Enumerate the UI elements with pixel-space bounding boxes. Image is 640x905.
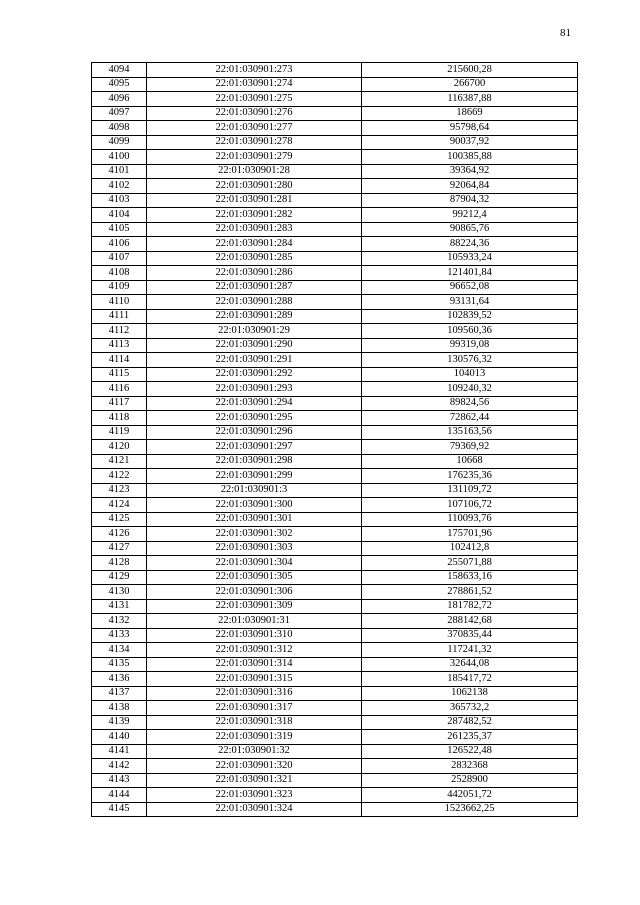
value-cell: 90865,76 bbox=[362, 222, 578, 237]
row-number-cell: 4099 bbox=[92, 135, 147, 150]
row-number-cell: 4105 bbox=[92, 222, 147, 237]
cadastral-number-cell: 22:01:030901:284 bbox=[147, 237, 362, 252]
row-number-cell: 4123 bbox=[92, 483, 147, 498]
table-row bbox=[92, 643, 578, 658]
value-cell: 255071,88 bbox=[362, 556, 578, 571]
table-row bbox=[92, 672, 578, 687]
value-cell: 96652,08 bbox=[362, 280, 578, 295]
row-number-cell: 4109 bbox=[92, 280, 147, 295]
cadastral-number-cell: 22:01:030901:291 bbox=[147, 353, 362, 368]
row-number-cell: 4118 bbox=[92, 411, 147, 426]
cadastral-number-cell: 22:01:030901:316 bbox=[147, 686, 362, 701]
value-cell: 95798,64 bbox=[362, 121, 578, 136]
table-row bbox=[92, 425, 578, 440]
table-row bbox=[92, 614, 578, 629]
row-number-cell: 4111 bbox=[92, 309, 147, 324]
cadastral-number-cell: 22:01:030901:319 bbox=[147, 730, 362, 745]
value-cell: 117241,32 bbox=[362, 643, 578, 658]
table-row bbox=[92, 121, 578, 136]
table-row bbox=[92, 802, 578, 817]
table-body bbox=[92, 63, 578, 817]
row-number-cell: 4140 bbox=[92, 730, 147, 745]
value-cell: 278861,52 bbox=[362, 585, 578, 600]
table-row bbox=[92, 367, 578, 382]
cadastral-number-cell: 22:01:030901:289 bbox=[147, 309, 362, 324]
row-number-cell: 4103 bbox=[92, 193, 147, 208]
cadastral-number-cell: 22:01:030901:317 bbox=[147, 701, 362, 716]
value-cell: 126522,48 bbox=[362, 744, 578, 759]
cadastral-number-cell: 22:01:030901:302 bbox=[147, 527, 362, 542]
value-cell: 2832368 bbox=[362, 759, 578, 774]
table-row bbox=[92, 251, 578, 266]
table-row bbox=[92, 222, 578, 237]
value-cell: 131109,72 bbox=[362, 483, 578, 498]
cadastral-number-cell: 22:01:030901:305 bbox=[147, 570, 362, 585]
value-cell: 32644,08 bbox=[362, 657, 578, 672]
row-number-cell: 4145 bbox=[92, 802, 147, 817]
value-cell: 87904,32 bbox=[362, 193, 578, 208]
table-row bbox=[92, 440, 578, 455]
row-number-cell: 4121 bbox=[92, 454, 147, 469]
table-row bbox=[92, 150, 578, 165]
table-row bbox=[92, 556, 578, 571]
value-cell: 99319,08 bbox=[362, 338, 578, 353]
cadastral-number-cell: 22:01:030901:306 bbox=[147, 585, 362, 600]
value-cell: 18669 bbox=[362, 106, 578, 121]
row-number-cell: 4122 bbox=[92, 469, 147, 484]
cadastral-number-cell: 22:01:030901:275 bbox=[147, 92, 362, 107]
registry-table bbox=[91, 62, 578, 817]
row-number-cell: 4119 bbox=[92, 425, 147, 440]
cadastral-number-cell: 22:01:030901:286 bbox=[147, 266, 362, 281]
table-row bbox=[92, 599, 578, 614]
value-cell: 100385,88 bbox=[362, 150, 578, 165]
cadastral-number-cell: 22:01:030901:309 bbox=[147, 599, 362, 614]
cadastral-number-cell: 22:01:030901:300 bbox=[147, 498, 362, 513]
table-row bbox=[92, 193, 578, 208]
cadastral-number-cell: 22:01:030901:303 bbox=[147, 541, 362, 556]
cadastral-number-cell: 22:01:030901:3 bbox=[147, 483, 362, 498]
table-row bbox=[92, 77, 578, 92]
cadastral-number-cell: 22:01:030901:324 bbox=[147, 802, 362, 817]
value-cell: 107106,72 bbox=[362, 498, 578, 513]
table-row bbox=[92, 454, 578, 469]
row-number-cell: 4106 bbox=[92, 237, 147, 252]
table-row bbox=[92, 730, 578, 745]
value-cell: 176235,36 bbox=[362, 469, 578, 484]
cadastral-number-cell: 22:01:030901:288 bbox=[147, 295, 362, 310]
table-row bbox=[92, 266, 578, 281]
table-row bbox=[92, 382, 578, 397]
table-row bbox=[92, 570, 578, 585]
row-number-cell: 4138 bbox=[92, 701, 147, 716]
table-row bbox=[92, 353, 578, 368]
table-row bbox=[92, 686, 578, 701]
row-number-cell: 4143 bbox=[92, 773, 147, 788]
value-cell: 102839,52 bbox=[362, 309, 578, 324]
table-row bbox=[92, 411, 578, 426]
row-number-cell: 4128 bbox=[92, 556, 147, 571]
value-cell: 93131,64 bbox=[362, 295, 578, 310]
value-cell: 2528900 bbox=[362, 773, 578, 788]
value-cell: 10668 bbox=[362, 454, 578, 469]
cadastral-number-cell: 22:01:030901:315 bbox=[147, 672, 362, 687]
row-number-cell: 4127 bbox=[92, 541, 147, 556]
row-number-cell: 4124 bbox=[92, 498, 147, 513]
row-number-cell: 4112 bbox=[92, 324, 147, 339]
value-cell: 109240,32 bbox=[362, 382, 578, 397]
cadastral-number-cell: 22:01:030901:290 bbox=[147, 338, 362, 353]
page-number: 81 bbox=[560, 27, 571, 39]
cadastral-number-cell: 22:01:030901:293 bbox=[147, 382, 362, 397]
row-number-cell: 4108 bbox=[92, 266, 147, 281]
table-row bbox=[92, 585, 578, 600]
table-row bbox=[92, 773, 578, 788]
row-number-cell: 4126 bbox=[92, 527, 147, 542]
table-row bbox=[92, 701, 578, 716]
table-row bbox=[92, 295, 578, 310]
value-cell: 261235,37 bbox=[362, 730, 578, 745]
cadastral-number-cell: 22:01:030901:276 bbox=[147, 106, 362, 121]
table-row bbox=[92, 135, 578, 150]
cadastral-number-cell: 22:01:030901:320 bbox=[147, 759, 362, 774]
value-cell: 135163,56 bbox=[362, 425, 578, 440]
cadastral-number-cell: 22:01:030901:273 bbox=[147, 63, 362, 78]
value-cell: 109560,36 bbox=[362, 324, 578, 339]
value-cell: 158633,16 bbox=[362, 570, 578, 585]
row-number-cell: 4102 bbox=[92, 179, 147, 194]
row-number-cell: 4125 bbox=[92, 512, 147, 527]
cadastral-number-cell: 22:01:030901:292 bbox=[147, 367, 362, 382]
row-number-cell: 4114 bbox=[92, 353, 147, 368]
value-cell: 90037,92 bbox=[362, 135, 578, 150]
row-number-cell: 4101 bbox=[92, 164, 147, 179]
table-row bbox=[92, 657, 578, 672]
value-cell: 72862,44 bbox=[362, 411, 578, 426]
cadastral-number-cell: 22:01:030901:31 bbox=[147, 614, 362, 629]
row-number-cell: 4098 bbox=[92, 121, 147, 136]
row-number-cell: 4137 bbox=[92, 686, 147, 701]
row-number-cell: 4110 bbox=[92, 295, 147, 310]
value-cell: 104013 bbox=[362, 367, 578, 382]
row-number-cell: 4139 bbox=[92, 715, 147, 730]
row-number-cell: 4132 bbox=[92, 614, 147, 629]
table-row bbox=[92, 541, 578, 556]
cadastral-number-cell: 22:01:030901:280 bbox=[147, 179, 362, 194]
table-row bbox=[92, 469, 578, 484]
value-cell: 288142,68 bbox=[362, 614, 578, 629]
row-number-cell: 4133 bbox=[92, 628, 147, 643]
cadastral-number-cell: 22:01:030901:29 bbox=[147, 324, 362, 339]
row-number-cell: 4130 bbox=[92, 585, 147, 600]
value-cell: 102412,8 bbox=[362, 541, 578, 556]
row-number-cell: 4134 bbox=[92, 643, 147, 658]
table-row bbox=[92, 396, 578, 411]
row-number-cell: 4096 bbox=[92, 92, 147, 107]
value-cell: 181782,72 bbox=[362, 599, 578, 614]
row-number-cell: 4120 bbox=[92, 440, 147, 455]
cadastral-number-cell: 22:01:030901:279 bbox=[147, 150, 362, 165]
value-cell: 215600,28 bbox=[362, 63, 578, 78]
value-cell: 185417,72 bbox=[362, 672, 578, 687]
row-number-cell: 4116 bbox=[92, 382, 147, 397]
table-row bbox=[92, 237, 578, 252]
value-cell: 365732,2 bbox=[362, 701, 578, 716]
cadastral-number-cell: 22:01:030901:297 bbox=[147, 440, 362, 455]
row-number-cell: 4115 bbox=[92, 367, 147, 382]
table-row bbox=[92, 338, 578, 353]
value-cell: 287482,52 bbox=[362, 715, 578, 730]
table-row bbox=[92, 164, 578, 179]
table-row bbox=[92, 179, 578, 194]
value-cell: 99212,4 bbox=[362, 208, 578, 223]
cadastral-number-cell: 22:01:030901:285 bbox=[147, 251, 362, 266]
value-cell: 110093,76 bbox=[362, 512, 578, 527]
cadastral-number-cell: 22:01:030901:283 bbox=[147, 222, 362, 237]
cadastral-number-cell: 22:01:030901:318 bbox=[147, 715, 362, 730]
value-cell: 105933,24 bbox=[362, 251, 578, 266]
cadastral-number-cell: 22:01:030901:28 bbox=[147, 164, 362, 179]
row-number-cell: 4100 bbox=[92, 150, 147, 165]
table-row bbox=[92, 106, 578, 121]
row-number-cell: 4135 bbox=[92, 657, 147, 672]
cadastral-number-cell: 22:01:030901:301 bbox=[147, 512, 362, 527]
cadastral-number-cell: 22:01:030901:299 bbox=[147, 469, 362, 484]
table-row bbox=[92, 92, 578, 107]
value-cell: 1523662,25 bbox=[362, 802, 578, 817]
value-cell: 370835,44 bbox=[362, 628, 578, 643]
value-cell: 266700 bbox=[362, 77, 578, 92]
row-number-cell: 4104 bbox=[92, 208, 147, 223]
table-row bbox=[92, 715, 578, 730]
row-number-cell: 4131 bbox=[92, 599, 147, 614]
row-number-cell: 4136 bbox=[92, 672, 147, 687]
table-row bbox=[92, 280, 578, 295]
value-cell: 79369,92 bbox=[362, 440, 578, 455]
row-number-cell: 4129 bbox=[92, 570, 147, 585]
table-row bbox=[92, 628, 578, 643]
row-number-cell: 4141 bbox=[92, 744, 147, 759]
table-row bbox=[92, 498, 578, 513]
cadastral-number-cell: 22:01:030901:277 bbox=[147, 121, 362, 136]
cadastral-number-cell: 22:01:030901:296 bbox=[147, 425, 362, 440]
table-row bbox=[92, 324, 578, 339]
table-row bbox=[92, 744, 578, 759]
value-cell: 92064,84 bbox=[362, 179, 578, 194]
value-cell: 121401,84 bbox=[362, 266, 578, 281]
row-number-cell: 4095 bbox=[92, 77, 147, 92]
cadastral-number-cell: 22:01:030901:298 bbox=[147, 454, 362, 469]
cadastral-number-cell: 22:01:030901:323 bbox=[147, 788, 362, 803]
table-row bbox=[92, 309, 578, 324]
value-cell: 1062138 bbox=[362, 686, 578, 701]
cadastral-number-cell: 22:01:030901:295 bbox=[147, 411, 362, 426]
cadastral-number-cell: 22:01:030901:278 bbox=[147, 135, 362, 150]
table-row bbox=[92, 483, 578, 498]
value-cell: 88224,36 bbox=[362, 237, 578, 252]
cadastral-number-cell: 22:01:030901:287 bbox=[147, 280, 362, 295]
cadastral-number-cell: 22:01:030901:314 bbox=[147, 657, 362, 672]
cadastral-number-cell: 22:01:030901:310 bbox=[147, 628, 362, 643]
row-number-cell: 4144 bbox=[92, 788, 147, 803]
table-row bbox=[92, 788, 578, 803]
value-cell: 175701,96 bbox=[362, 527, 578, 542]
cadastral-number-cell: 22:01:030901:274 bbox=[147, 77, 362, 92]
row-number-cell: 4117 bbox=[92, 396, 147, 411]
row-number-cell: 4097 bbox=[92, 106, 147, 121]
value-cell: 442051,72 bbox=[362, 788, 578, 803]
table-row bbox=[92, 759, 578, 774]
row-number-cell: 4142 bbox=[92, 759, 147, 774]
cadastral-number-cell: 22:01:030901:32 bbox=[147, 744, 362, 759]
table-row bbox=[92, 63, 578, 78]
table-row bbox=[92, 512, 578, 527]
row-number-cell: 4107 bbox=[92, 251, 147, 266]
cadastral-number-cell: 22:01:030901:294 bbox=[147, 396, 362, 411]
row-number-cell: 4094 bbox=[92, 63, 147, 78]
value-cell: 89824,56 bbox=[362, 396, 578, 411]
row-number-cell: 4113 bbox=[92, 338, 147, 353]
cadastral-number-cell: 22:01:030901:282 bbox=[147, 208, 362, 223]
table-row bbox=[92, 527, 578, 542]
cadastral-number-cell: 22:01:030901:321 bbox=[147, 773, 362, 788]
cadastral-number-cell: 22:01:030901:304 bbox=[147, 556, 362, 571]
table-row bbox=[92, 208, 578, 223]
value-cell: 116387,88 bbox=[362, 92, 578, 107]
cadastral-number-cell: 22:01:030901:281 bbox=[147, 193, 362, 208]
cadastral-number-cell: 22:01:030901:312 bbox=[147, 643, 362, 658]
value-cell: 130576,32 bbox=[362, 353, 578, 368]
value-cell: 39364,92 bbox=[362, 164, 578, 179]
